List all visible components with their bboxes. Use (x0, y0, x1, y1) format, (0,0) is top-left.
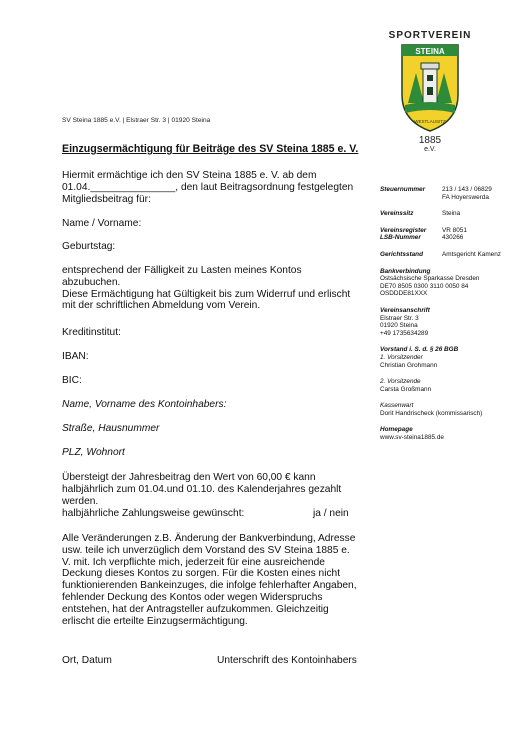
bic-label: BIC: (62, 375, 82, 386)
address-line: 01920 Steina (380, 322, 418, 330)
chair1-role: 1. Vorsitzender (380, 353, 423, 361)
address-line: Elstraer Str. 3 (380, 314, 419, 322)
intro-paragraph: Hiermit ermächtige ich den SV Steina 1885 e. V. ab dem 01.04._______________, den laut Beitragsordnung festgelegten Mitgliedsbeitrag für: (62, 170, 354, 205)
treasurer-name: Dorit Handrischeck (kommissarisch) (380, 409, 483, 417)
sidebar (380, 186, 520, 442)
changes-paragraph: Alle Veränderungen z.B. Änderung der Bankverbindung, Adresse usw. teile ich unverzüglich dem Vorstand des SV Steina 1885 e. V. mit. Ich verpflichte mich, jederzeit für eine ausreichende Deckung dieses Kontos zu sorgen. Für die Kosten eines nicht funktionierenden Bankeinzuges, die infolge fehlerhafter Angaben, fehlender Deckung des Kontos oder wegen Widerspruchs entstehen, hat der Antragsteller aufzukommen. Gleichzeitig erlischt die erteilte Einzugsermächtigung. (62, 533, 357, 627)
register-row (380, 227, 520, 235)
address-line: +49 1735634289 (380, 329, 429, 337)
tax-office: FA Hoyerswerda (442, 193, 489, 201)
web-label: Homepage (380, 426, 413, 434)
tax-value: 213 / 143 / 06829 (442, 186, 492, 193)
sender-line: SV Steina 1885 e.V. | Elstraer Str. 3 | 01920 Steina (62, 117, 211, 124)
chair1-name: Christian Grohmann (380, 361, 438, 369)
board-section-label: Vorstand i. S. d. § 26 BGB (380, 346, 459, 354)
bank-line: Ostsächsische Sparkasse Dresden (380, 275, 480, 283)
tax-label: Steuernummer (380, 186, 426, 193)
register-label: Vereinsregister (380, 226, 427, 234)
street-label: Straße, Hausnummer (62, 423, 160, 434)
court-value: Amtsgericht Kamenz (442, 250, 501, 258)
birthday-label: Geburtstag: (62, 241, 116, 252)
seat-label: Vereinssitz (380, 210, 414, 218)
signature-label: Unterschrift des Kontoinhabers (217, 655, 357, 666)
half-year-question: halbjährliche Zahlungsweise gewünscht: (62, 508, 245, 519)
logo-ribbon-text: WESTLAUSITZ (414, 119, 446, 124)
bank-line: DE70 8505 0300 3110 0050 84 (380, 282, 469, 290)
lsb-label: LSB-Nummer (380, 234, 421, 242)
holder-label: Name, Vorname des Kontoinhabers: (62, 399, 227, 410)
lsb-row (380, 234, 520, 242)
club-logo (380, 30, 480, 160)
crest-icon (399, 43, 461, 133)
logo-banner-text: STEINA (415, 47, 445, 56)
chair2-name: Carsta Großmann (380, 385, 432, 393)
seat-value: Steina (442, 210, 461, 218)
court-row (380, 251, 520, 259)
bank-section-label: Bankverbindung (380, 267, 431, 275)
place-date-label: Ort, Datum (62, 655, 112, 666)
register-value: VR 8051 (442, 226, 467, 234)
city-label: PLZ, Wohnort (62, 447, 125, 458)
web-link[interactable]: www.sv-steina1885.de (380, 434, 444, 442)
address-section-label: Vereinsanschrift (380, 306, 430, 314)
bank-label: Kreditinstitut: (62, 327, 121, 338)
treasurer-role: Kassenwart (380, 402, 414, 410)
chair2-role: 2. Vorsitzende (380, 378, 421, 386)
half-year-option: ja / nein (313, 508, 349, 519)
name-label: Name / Vorname: (62, 218, 142, 229)
logo-suffix: e.V. (424, 146, 436, 153)
court-label: Gerichtsstand (380, 250, 423, 258)
due-paragraph: entsprechend der Fälligkeit zu Lasten meines Kontos abzubuchen. Diese Ermächtigung hat Gültigkeit bis zum Widerruf und erlischt mit der schriftlichen Abmeldung vom Verein. (62, 265, 351, 312)
page-title: Einzugsermächtigung für Beiträge des SV Steina 1885 e. V. (62, 143, 359, 155)
logo-year: 1885 (418, 135, 442, 146)
iban-label: IBAN: (62, 351, 89, 362)
seat-row (380, 210, 520, 218)
half-year-paragraph: Übersteigt der Jahresbeitrag den Wert von 60,00 € kann halbjährlich zum 01.04.und 01.10. des Kalenderjahres gezahlt werden. (62, 472, 342, 507)
tax-row (380, 186, 520, 201)
bank-line: OSDDDE81XXX (380, 290, 428, 298)
logo-top-text: SPORTVEREIN (388, 30, 472, 41)
lsb-value: 430266 (442, 234, 464, 242)
